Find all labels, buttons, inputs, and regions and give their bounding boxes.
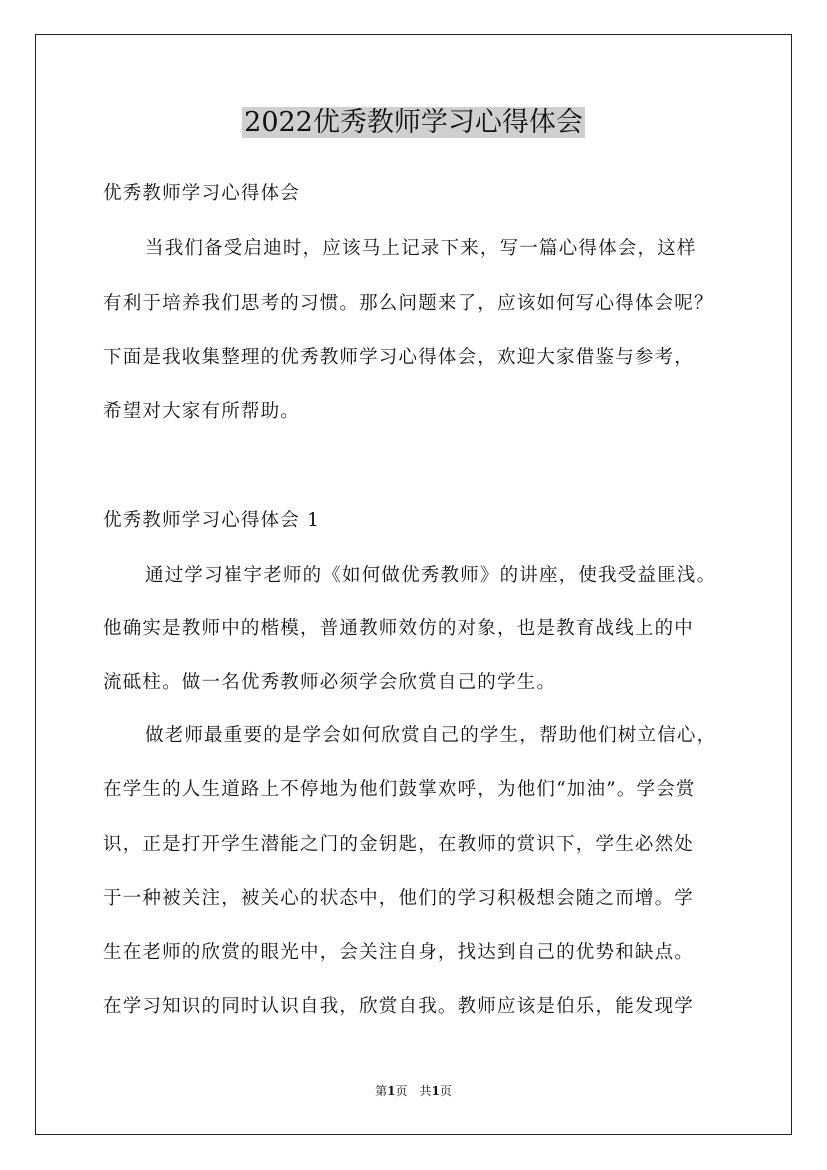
- intro-heading: 优秀教师学习心得体会: [103, 183, 301, 204]
- paragraph-line: 在学生的人生道路上不停地为他们鼓掌欢呼，为他们“加油”。学会赏: [103, 779, 696, 800]
- footer-suffix: 页: [439, 1084, 452, 1098]
- intro-line: 希望对大家有所帮助。: [103, 401, 301, 422]
- paragraph-line: 于一种被关注，被关心的状态中，他们的学习积极想会随之而增。学: [103, 888, 695, 909]
- footer-prefix: 第: [375, 1084, 388, 1098]
- paragraph-line: 流砥柱。做一名优秀教师必须学会欣赏自己的学生。: [103, 672, 557, 693]
- paragraph-line: 他确实是教师中的楷模，普通教师效仿的对象，也是教育战线上的中: [103, 618, 695, 639]
- document-title: [0, 104, 827, 142]
- page-footer: [0, 1082, 827, 1099]
- paragraph-line: 生在老师的欣赏的眼光中，会关注自身，找达到自己的优势和缺点。: [103, 942, 695, 963]
- document-title-text: 2022优秀教师学习心得体会: [244, 107, 583, 138]
- footer-page-total: 1: [431, 1084, 440, 1098]
- paragraph-line: 通过学习崔宇老师的《如何做优秀教师》的讲座，使我受益匪浅。: [145, 565, 717, 586]
- intro-line: 有利于培养我们思考的习惯。那么问题来了，应该如何写心得体会呢？: [103, 293, 714, 314]
- intro-line: 下面是我收集整理的优秀教师学习心得体会，欢迎大家借鉴与参考，: [103, 347, 695, 368]
- section1-heading: 优秀教师学习心得体会 1: [103, 510, 321, 531]
- paragraph-line: 做老师最重要的是学会如何欣赏自己的学生，帮助他们树立信心，: [145, 725, 717, 746]
- paragraph-line: 在学习知识的同时认识自我，欣赏自我。教师应该是伯乐，能发现学: [103, 996, 695, 1017]
- intro-line: 当我们备受启迪时，应该马上记录下来，写一篇心得体会，这样: [145, 238, 697, 259]
- paragraph-line: 识，正是打开学生潜能之门的金钥匙，在教师的赏识下，学生必然处: [103, 834, 695, 855]
- footer-page-number: 1: [387, 1084, 396, 1098]
- footer-mid: 页 共: [395, 1084, 432, 1098]
